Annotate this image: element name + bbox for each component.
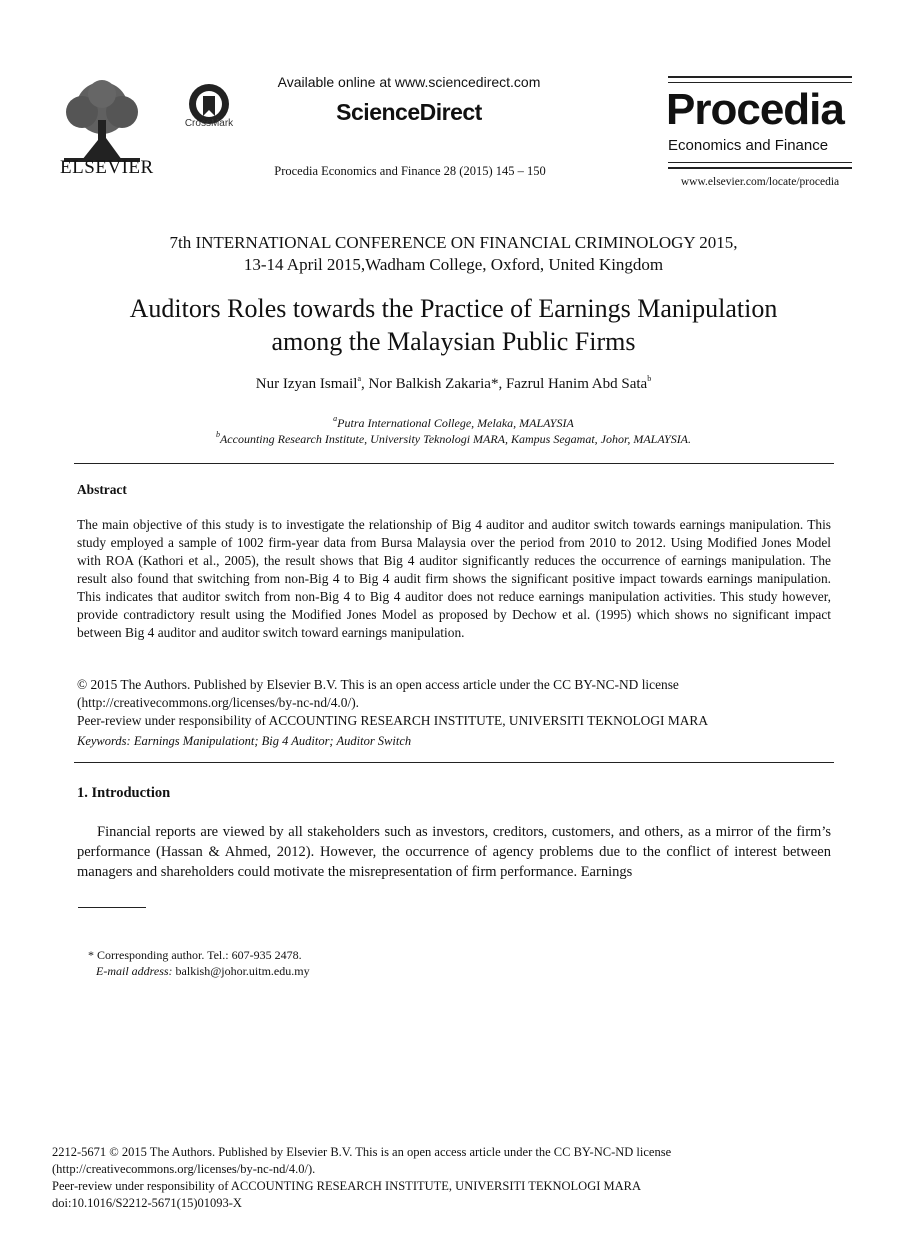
author-list — [0, 376, 907, 393]
affiliation-sup: a — [333, 414, 338, 423]
author-sup: a — [357, 374, 361, 383]
abstract-heading: Abstract — [77, 482, 127, 497]
author-sup: b — [647, 374, 652, 383]
copyright-line: © 2015 The Authors. Published by Elsevier B.V. This is an open access article under the CC BY-NC-ND license — [77, 677, 679, 692]
procedia-rule-bottom-thin — [668, 162, 852, 163]
affiliation-sup: b — [215, 430, 220, 439]
footer-doi[interactable]: doi:10.1016/S2212-5671(15)01093-X — [52, 1196, 242, 1210]
keywords-line: Keywords: Earnings Manipulationt; Big 4 Auditor; Auditor Switch — [77, 734, 412, 748]
elsevier-wordmark: ELSEVIER — [60, 157, 154, 178]
email-address[interactable]: balkish@johor.uitm.edu.my — [172, 964, 310, 978]
sciencedirect-wordmark[interactable]: ScienceDirect — [336, 99, 482, 125]
license-link[interactable]: (http://creativecommons.org/licenses/by-nc-nd/4.0/). — [77, 695, 360, 710]
paper-title-line-2: among the Malaysian Public Firms — [271, 327, 636, 356]
paper-title-line-1: Auditors Roles towards the Practice of Earnings Manipulation — [129, 294, 778, 323]
divider-top — [74, 463, 834, 464]
divider-bottom — [74, 762, 834, 763]
procedia-rule-top — [668, 76, 852, 78]
conference-line-2: 13-14 April 2015,Wadham College, Oxford, United Kingdom — [243, 255, 664, 274]
author-name: Nur Izyan Ismail — [255, 376, 358, 392]
crossmark-label: CrossMark — [184, 118, 234, 129]
journal-reference: Procedia Economics and Finance 28 (2015) 145 – 150 — [274, 164, 546, 178]
footer-issn-line: 2212-5671 © 2015 The Authors. Published by Elsevier B.V. This is an open access article under the CC BY-NC-ND license — [52, 1145, 672, 1159]
peer-review-line: Peer-review under responsibility of ACCOUNTING RESEARCH INSTITUTE, UNIVERSITI TEKNOLOGI MARA — [77, 713, 708, 728]
abstract-text: The main objective of this study is to investigate the relationship of Big 4 auditor and auditor switch towards earnings manipulation. This study employed a sample of 1002 firm-year data from Bursa Malaysia over the period from 2010 to 2012. Using Modified Jones Model with ROA (Kathori et al., 2005), the result shows that Big 4 auditor significantly reduces the occurrence of earnings manipulation. The result also found that switching from non-Big 4 to Big 4 audit firm shows the significant positive impact towards earnings manipulation. This indicates that auditor switch from non-Big 4 to Big 4 auditor does not reduce earnings manipulation activities. This study however, provide contradictory result using the Modified Jones Model as proposed by Dechow et al. (1995) which shows no significant impact between Big 4 auditor and auditor switch toward earnings manipulation. — [77, 517, 831, 640]
footer-license-link[interactable]: (http://creativecommons.org/licenses/by-nc-nd/4.0/). — [52, 1162, 316, 1176]
introduction-heading: 1. Introduction — [77, 785, 171, 801]
author-name: Fazrul Hanim Abd Sata — [505, 376, 648, 392]
author-separator: , — [361, 376, 369, 392]
affiliation-a — [0, 416, 907, 431]
procedia-wordmark: Procedia — [666, 85, 844, 134]
page-footer — [52, 1144, 832, 1212]
affiliation-text: Putra International College, Melaka, MALAYSIA — [337, 416, 574, 430]
affiliation-b — [0, 432, 907, 447]
author-name: Nor Balkish Zakaria* — [368, 376, 499, 392]
procedia-url-link[interactable]: www.elsevier.com/locate/procedia — [680, 176, 840, 188]
procedia-subtitle: Economics and Finance — [668, 137, 829, 154]
procedia-rule-bottom — [668, 167, 852, 169]
copyright-block — [77, 676, 831, 730]
email-note — [96, 964, 310, 979]
author-separator: , — [498, 376, 506, 392]
affiliation-text: Accounting Research Institute, University Teknologi MARA, Kampus Segamat, Johor, MALAYSIA. — [219, 432, 692, 446]
footer-peer-review: Peer-review under responsibility of ACCOUNTING RESEARCH INSTITUTE, UNIVERSITI TEKNOLOGI MARA — [52, 1179, 642, 1193]
email-label: E-mail address: — [96, 964, 173, 978]
available-online-text: Available online at www.sciencedirect.com — [277, 74, 541, 90]
footnote-rule — [78, 907, 146, 908]
conference-line-1: 7th INTERNATIONAL CONFERENCE ON FINANCIAL CRIMINOLOGY 2015, — [169, 233, 738, 252]
introduction-text: Financial reports are viewed by all stakeholders such as investors, creditors, customers, and others, as a mirror of the firm’s performance (Hassan & Ahmed, 2012). However, the occurrence of agency problems due to the conflict of interest between managers and shareholders could motivate the misrepresentation of firm performance. Earnings — [77, 824, 831, 880]
corresponding-author-note: * Corresponding author. Tel.: 607-935 2478. — [88, 948, 302, 962]
